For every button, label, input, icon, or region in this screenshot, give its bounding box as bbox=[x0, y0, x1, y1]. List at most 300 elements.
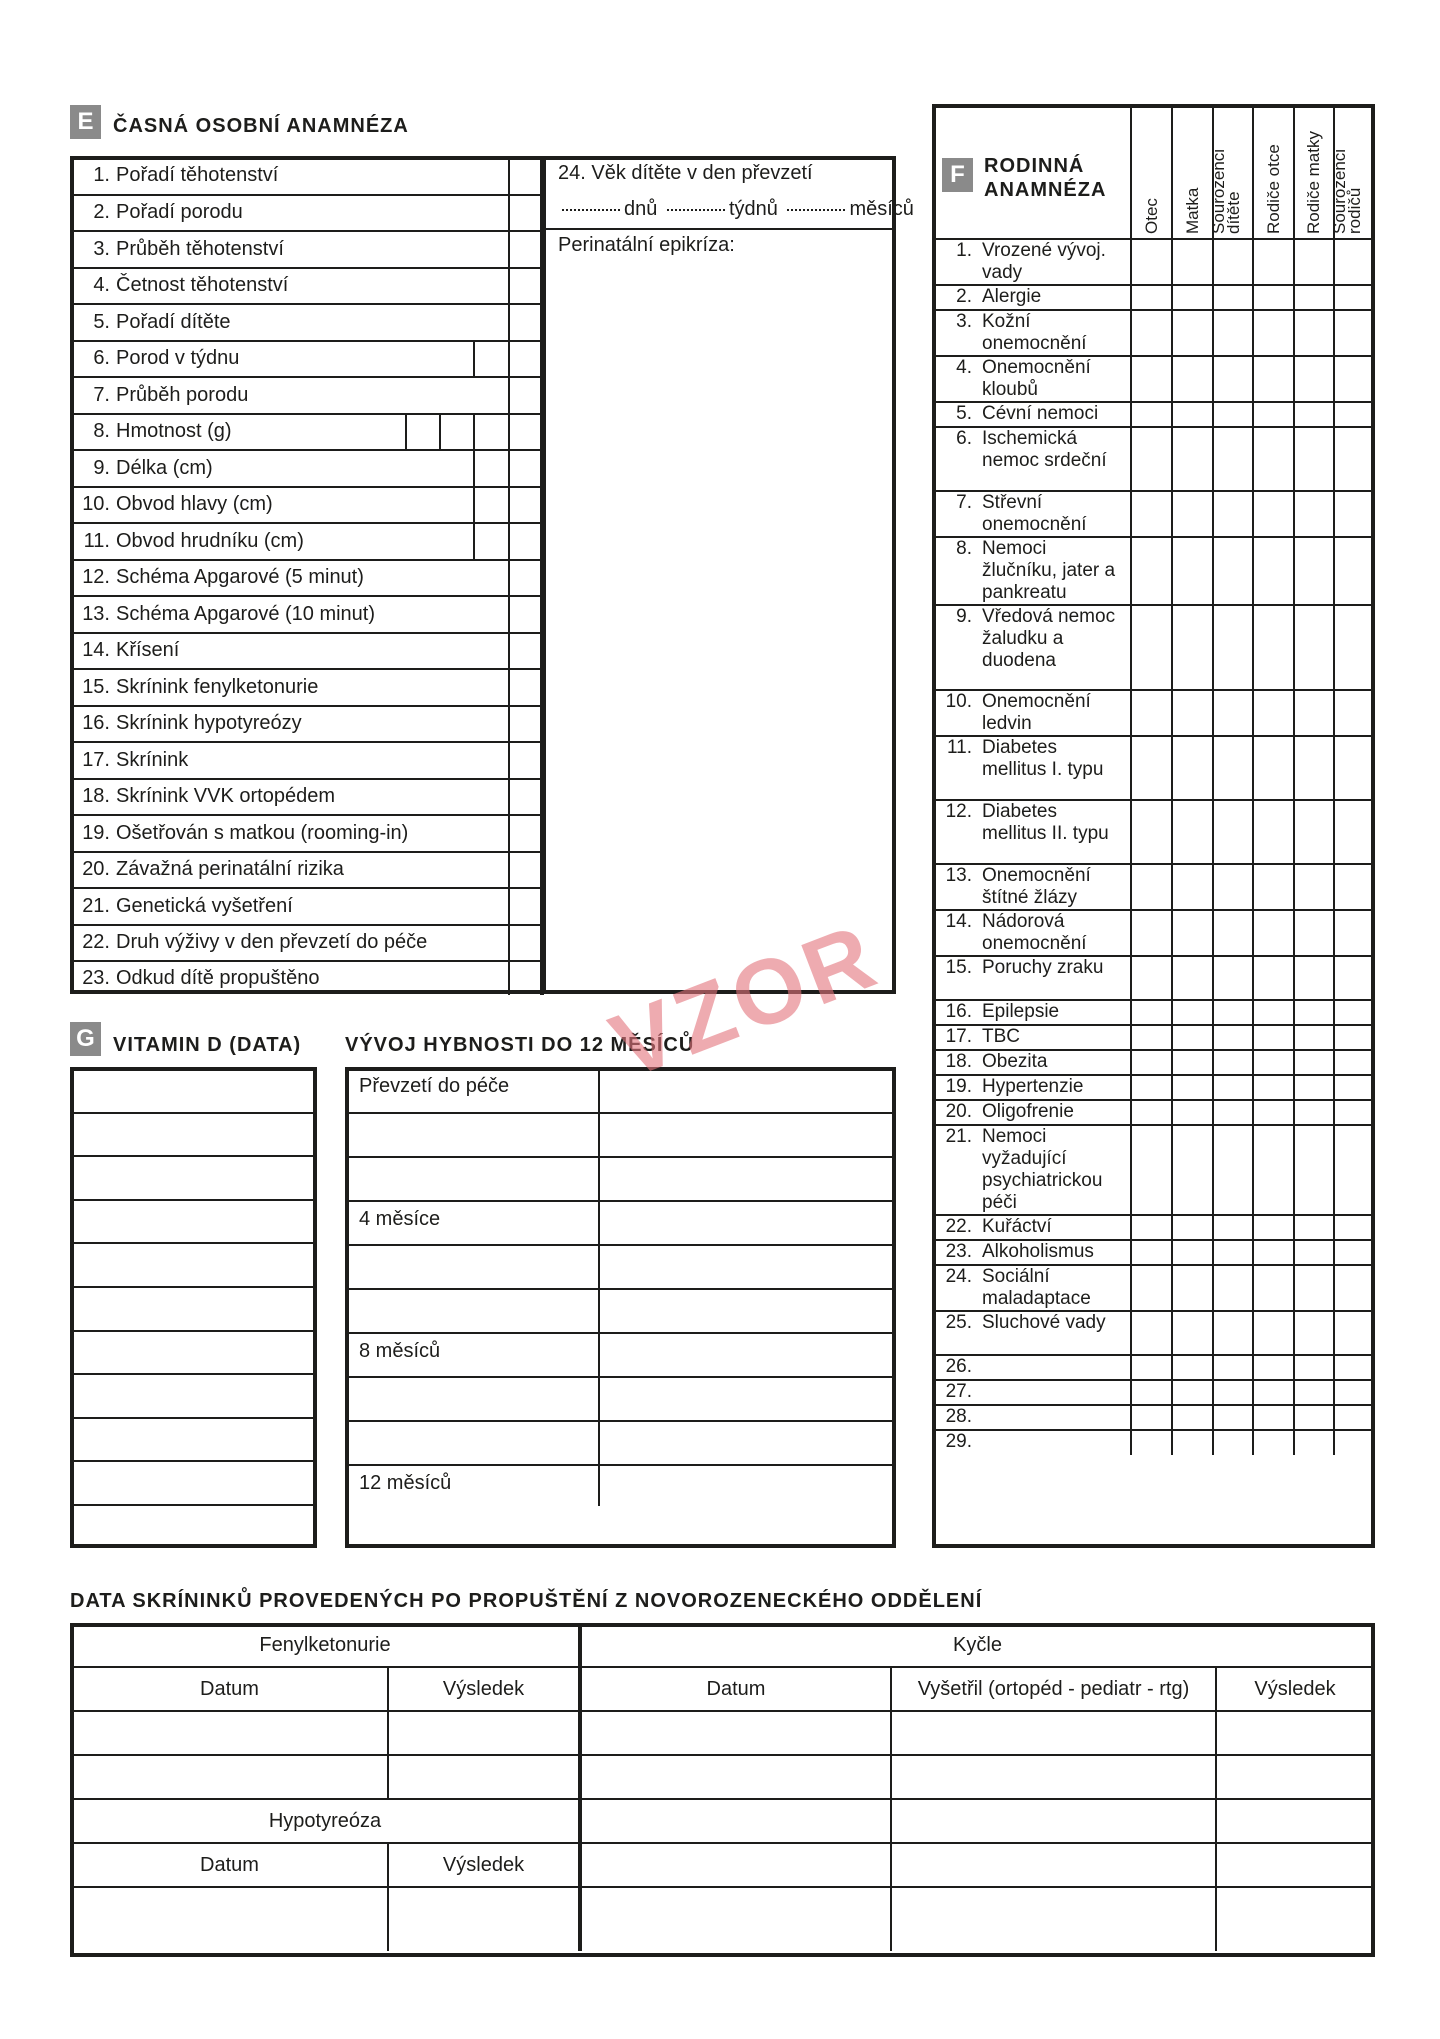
family-history-row bbox=[934, 285, 1373, 310]
milestone-entry-cell[interactable] bbox=[599, 1201, 894, 1245]
family-history-checkbox-cell[interactable] bbox=[1172, 1215, 1213, 1240]
family-history-checkbox-cell[interactable] bbox=[1334, 1075, 1373, 1100]
pku-result-cell[interactable] bbox=[388, 1711, 580, 1755]
family-history-checkbox-cell[interactable] bbox=[1213, 1405, 1253, 1430]
family-history-checkbox-cell[interactable] bbox=[1213, 1355, 1253, 1380]
early-history-row bbox=[72, 341, 542, 378]
entry-cell[interactable] bbox=[509, 158, 542, 195]
family-history-checkbox-cell[interactable] bbox=[1213, 690, 1253, 736]
family-history-checkbox-cell[interactable] bbox=[1172, 1265, 1213, 1311]
family-history-checkbox-cell[interactable] bbox=[1253, 1125, 1294, 1215]
family-history-checkbox-cell[interactable] bbox=[1131, 1380, 1172, 1405]
family-history-checkbox-cell[interactable] bbox=[1294, 956, 1334, 1000]
family-history-checkbox-cell[interactable] bbox=[1334, 1215, 1373, 1240]
family-history-checkbox-cell[interactable] bbox=[1131, 1405, 1172, 1430]
family-history-checkbox-cell[interactable] bbox=[1131, 427, 1172, 491]
family-history-checkbox-cell[interactable] bbox=[1131, 736, 1172, 800]
family-history-checkbox-cell[interactable] bbox=[1334, 1240, 1373, 1265]
family-history-checkbox-cell[interactable] bbox=[1253, 1075, 1294, 1100]
family-history-checkbox-cell[interactable] bbox=[1213, 1025, 1253, 1050]
family-history-checkbox-cell[interactable] bbox=[1172, 356, 1213, 402]
family-history-checkbox-cell[interactable] bbox=[1131, 605, 1172, 690]
hip-examined-cell[interactable] bbox=[891, 1887, 1216, 1951]
row-number: 1. bbox=[93, 164, 110, 187]
entry-cell[interactable] bbox=[509, 706, 542, 743]
family-history-checkbox-cell[interactable] bbox=[1334, 239, 1373, 285]
row-label: Skrínink bbox=[116, 748, 189, 771]
family-history-checkbox-cell[interactable] bbox=[1213, 1100, 1253, 1125]
row-number: 24. bbox=[945, 1266, 972, 1287]
family-history-checkbox-cell[interactable] bbox=[1172, 800, 1213, 864]
family-history-checkbox-cell[interactable] bbox=[1253, 537, 1294, 605]
hip-examined-cell[interactable] bbox=[891, 1799, 1216, 1843]
family-history-checkbox-cell[interactable] bbox=[1334, 427, 1373, 491]
early-history-row bbox=[72, 815, 542, 852]
family-history-checkbox-cell[interactable] bbox=[1172, 864, 1213, 910]
family-history-checkbox-cell[interactable] bbox=[1213, 605, 1253, 690]
family-history-checkbox-cell[interactable] bbox=[1334, 1025, 1373, 1050]
entry-cell[interactable] bbox=[509, 669, 542, 706]
row-number: 26. bbox=[945, 1356, 972, 1377]
family-history-checkbox-cell[interactable] bbox=[1253, 427, 1294, 491]
family-history-checkbox-cell[interactable] bbox=[1172, 736, 1213, 800]
family-history-checkbox-cell[interactable] bbox=[1131, 1000, 1172, 1025]
family-history-checkbox-cell[interactable] bbox=[1172, 402, 1213, 427]
family-history-checkbox-cell[interactable] bbox=[1131, 864, 1172, 910]
family-history-checkbox-cell[interactable] bbox=[1253, 402, 1294, 427]
milestone-label: 12 měsíců bbox=[359, 1472, 452, 1494]
section-e-badge: E bbox=[70, 105, 101, 139]
family-history-checkbox-cell[interactable] bbox=[1294, 1311, 1334, 1355]
row-label: TBC bbox=[982, 1026, 1020, 1047]
hip-result-cell[interactable] bbox=[1216, 1843, 1373, 1887]
family-history-checkbox-cell[interactable] bbox=[1294, 356, 1334, 402]
family-history-checkbox-cell[interactable] bbox=[1213, 427, 1253, 491]
hypo-date-cell[interactable] bbox=[72, 1887, 388, 1951]
family-history-checkbox-cell[interactable] bbox=[1294, 1265, 1334, 1311]
family-history-checkbox-cell[interactable] bbox=[1213, 1075, 1253, 1100]
vitamin-d-date-cell[interactable] bbox=[72, 1156, 315, 1200]
milestone-entry-cell[interactable] bbox=[599, 1245, 894, 1289]
family-history-checkbox-cell[interactable] bbox=[1172, 285, 1213, 310]
family-history-checkbox-cell[interactable] bbox=[1253, 1355, 1294, 1380]
row-number: 16. bbox=[945, 1001, 972, 1022]
family-history-checkbox-cell[interactable] bbox=[1213, 736, 1253, 800]
family-history-checkbox-cell[interactable] bbox=[1253, 1000, 1294, 1025]
family-history-checkbox-cell[interactable] bbox=[1334, 1265, 1373, 1311]
pku-date-cell[interactable] bbox=[72, 1711, 388, 1755]
family-history-checkbox-cell[interactable] bbox=[1131, 910, 1172, 956]
family-history-checkbox-cell[interactable] bbox=[1213, 864, 1253, 910]
vitamin-d-date-cell[interactable] bbox=[72, 1505, 315, 1546]
family-history-checkbox-cell[interactable] bbox=[1131, 1240, 1172, 1265]
family-history-checkbox-cell[interactable] bbox=[1213, 310, 1253, 356]
family-history-checkbox-cell[interactable] bbox=[1294, 1405, 1334, 1430]
motor-development-row bbox=[347, 1113, 894, 1157]
family-history-checkbox-cell[interactable] bbox=[1172, 1355, 1213, 1380]
family-history-checkbox-cell[interactable] bbox=[1213, 239, 1253, 285]
months-blank[interactable] bbox=[787, 209, 845, 211]
row-label: Střevní onemocnění bbox=[982, 492, 1087, 535]
motor-development-row bbox=[347, 1377, 894, 1421]
family-history-row bbox=[934, 910, 1373, 956]
family-history-checkbox-cell[interactable] bbox=[1334, 310, 1373, 356]
vitamin-d-date-cell[interactable] bbox=[72, 1418, 315, 1462]
family-history-checkbox-cell[interactable] bbox=[1294, 1050, 1334, 1075]
family-history-checkbox-cell[interactable] bbox=[1253, 1240, 1294, 1265]
family-history-checkbox-cell[interactable] bbox=[1172, 1025, 1213, 1050]
family-history-checkbox-cell[interactable] bbox=[1334, 800, 1373, 864]
family-history-checkbox-cell[interactable] bbox=[1334, 402, 1373, 427]
family-history-checkbox-cell[interactable] bbox=[1294, 605, 1334, 690]
row-label: Alkoholismus bbox=[982, 1241, 1094, 1262]
col-head-parents-siblings: Sourozenci rodičů bbox=[1334, 106, 1373, 239]
entry-cell[interactable] bbox=[509, 487, 542, 524]
entry-box[interactable] bbox=[439, 415, 474, 450]
family-history-checkbox-cell[interactable] bbox=[1294, 1215, 1334, 1240]
family-history-checkbox-cell[interactable] bbox=[1172, 1430, 1213, 1455]
vitamin-d-date-cell[interactable] bbox=[72, 1113, 315, 1157]
family-history-checkbox-cell[interactable] bbox=[1131, 1075, 1172, 1100]
entry-cell[interactable] bbox=[509, 560, 542, 597]
family-history-checkbox-cell[interactable] bbox=[1131, 491, 1172, 537]
weeks-blank[interactable] bbox=[667, 209, 725, 211]
family-history-checkbox-cell[interactable] bbox=[1253, 1430, 1294, 1455]
family-history-checkbox-cell[interactable] bbox=[1253, 1100, 1294, 1125]
milestone-label: Převzetí do péče bbox=[359, 1075, 510, 1097]
milestone-label-cell bbox=[347, 1157, 599, 1201]
family-history-checkbox-cell[interactable] bbox=[1253, 864, 1294, 910]
family-history-checkbox-cell[interactable] bbox=[1294, 1125, 1334, 1215]
hip-date-cell[interactable] bbox=[580, 1711, 891, 1755]
motor-development-row bbox=[347, 1069, 894, 1113]
vitamin-d-date-cell[interactable] bbox=[72, 1200, 315, 1244]
family-history-checkbox-cell[interactable] bbox=[1213, 1050, 1253, 1075]
row-number: 16. bbox=[82, 712, 110, 735]
family-history-checkbox-cell[interactable] bbox=[1294, 239, 1334, 285]
family-history-checkbox-cell[interactable] bbox=[1294, 1075, 1334, 1100]
family-history-checkbox-cell[interactable] bbox=[1213, 402, 1253, 427]
entry-box[interactable] bbox=[405, 415, 440, 450]
row-label: Četnost těhotenství bbox=[116, 274, 289, 297]
entry-cell[interactable] bbox=[509, 231, 542, 268]
vitamin-d-date-cell[interactable] bbox=[72, 1331, 315, 1375]
family-history-checkbox-cell[interactable] bbox=[1334, 956, 1373, 1000]
early-history-row bbox=[72, 633, 542, 670]
family-history-checkbox-cell[interactable] bbox=[1213, 956, 1253, 1000]
hip-date-cell[interactable] bbox=[580, 1755, 891, 1799]
family-history-checkbox-cell[interactable] bbox=[1172, 537, 1213, 605]
milestone-entry-cell[interactable] bbox=[599, 1289, 894, 1333]
family-history-checkbox-cell[interactable] bbox=[1334, 1380, 1373, 1405]
family-history-checkbox-cell[interactable] bbox=[1131, 1355, 1172, 1380]
family-history-checkbox-cell[interactable] bbox=[1334, 605, 1373, 690]
family-history-checkbox-cell[interactable] bbox=[1213, 800, 1253, 864]
family-history-checkbox-cell[interactable] bbox=[1334, 356, 1373, 402]
family-history-checkbox-cell[interactable] bbox=[1172, 605, 1213, 690]
entry-box[interactable] bbox=[473, 524, 508, 559]
family-history-checkbox-cell[interactable] bbox=[1253, 1215, 1294, 1240]
milestone-entry-cell[interactable] bbox=[599, 1421, 894, 1465]
family-history-checkbox-cell[interactable] bbox=[1294, 427, 1334, 491]
family-history-checkbox-cell[interactable] bbox=[1294, 402, 1334, 427]
hip-examined-cell[interactable] bbox=[891, 1755, 1216, 1799]
family-history-checkbox-cell[interactable] bbox=[1213, 285, 1253, 310]
family-history-checkbox-cell[interactable] bbox=[1253, 239, 1294, 285]
pku-result-cell[interactable] bbox=[388, 1755, 580, 1799]
hip-date-header: Datum bbox=[580, 1667, 891, 1711]
entry-cell[interactable] bbox=[509, 852, 542, 889]
vitamin-d-date-cell[interactable] bbox=[72, 1069, 315, 1113]
entry-box[interactable] bbox=[473, 415, 508, 450]
entry-cell[interactable] bbox=[509, 377, 542, 414]
family-history-checkbox-cell[interactable] bbox=[1253, 800, 1294, 864]
entry-cell[interactable] bbox=[509, 450, 542, 487]
family-history-checkbox-cell[interactable] bbox=[1172, 1000, 1213, 1025]
family-history-checkbox-cell[interactable] bbox=[1213, 1311, 1253, 1355]
entry-cell[interactable] bbox=[509, 742, 542, 779]
row-label: Druh výživy v den převzetí do péče bbox=[116, 931, 428, 954]
family-history-checkbox-cell[interactable] bbox=[1294, 1355, 1334, 1380]
family-history-checkbox-cell[interactable] bbox=[1294, 285, 1334, 310]
family-history-checkbox-cell[interactable] bbox=[1172, 427, 1213, 491]
entry-cell[interactable] bbox=[509, 888, 542, 925]
family-history-checkbox-cell[interactable] bbox=[1253, 1265, 1294, 1311]
vitamin-d-row bbox=[72, 1505, 315, 1546]
family-history-checkbox-cell[interactable] bbox=[1172, 690, 1213, 736]
entry-cell[interactable] bbox=[509, 596, 542, 633]
row-label: Průběh těhotenství bbox=[116, 237, 284, 260]
family-history-checkbox-cell[interactable] bbox=[1131, 690, 1172, 736]
epicrisis-label: Perinatální epikríza: bbox=[558, 234, 735, 256]
family-history-checkbox-cell[interactable] bbox=[1294, 1100, 1334, 1125]
family-history-checkbox-cell[interactable] bbox=[1334, 1000, 1373, 1025]
entry-cell[interactable] bbox=[509, 961, 542, 995]
col-head-siblings: Sourozenci dítěte bbox=[1213, 106, 1253, 239]
family-history-checkbox-cell[interactable] bbox=[1172, 491, 1213, 537]
family-history-checkbox-cell[interactable] bbox=[1253, 736, 1294, 800]
family-history-checkbox-cell[interactable] bbox=[1334, 1405, 1373, 1430]
family-history-checkbox-cell[interactable] bbox=[1213, 1215, 1253, 1240]
family-history-checkbox-cell[interactable] bbox=[1253, 690, 1294, 736]
family-history-checkbox-cell[interactable] bbox=[1172, 1100, 1213, 1125]
family-history-checkbox-cell[interactable] bbox=[1131, 1050, 1172, 1075]
family-history-checkbox-cell[interactable] bbox=[1172, 956, 1213, 1000]
entry-cell[interactable] bbox=[509, 268, 542, 305]
hip-result-cell[interactable] bbox=[1216, 1755, 1373, 1799]
entry-cell[interactable] bbox=[509, 304, 542, 341]
row-number: 14. bbox=[82, 639, 110, 662]
family-history-checkbox-cell[interactable] bbox=[1294, 910, 1334, 956]
entry-cell[interactable] bbox=[509, 633, 542, 670]
family-history-checkbox-cell[interactable] bbox=[1334, 1355, 1373, 1380]
perinatal-epicrisis-box[interactable] bbox=[542, 230, 892, 992]
family-history-checkbox-cell[interactable] bbox=[1334, 910, 1373, 956]
hypo-result-cell[interactable] bbox=[388, 1887, 580, 1951]
early-history-row bbox=[72, 779, 542, 816]
family-history-checkbox-cell[interactable] bbox=[1131, 239, 1172, 285]
family-history-checkbox-cell[interactable] bbox=[1131, 1430, 1172, 1455]
row-number: 3. bbox=[93, 237, 110, 260]
family-history-checkbox-cell[interactable] bbox=[1213, 356, 1253, 402]
family-history-checkbox-cell[interactable] bbox=[1213, 1000, 1253, 1025]
family-history-checkbox-cell[interactable] bbox=[1253, 605, 1294, 690]
family-history-checkbox-cell[interactable] bbox=[1172, 1405, 1213, 1430]
family-history-checkbox-cell[interactable] bbox=[1294, 1430, 1334, 1455]
family-history-checkbox-cell[interactable] bbox=[1172, 1075, 1213, 1100]
hip-result-cell[interactable] bbox=[1216, 1711, 1373, 1755]
family-history-checkbox-cell[interactable] bbox=[1334, 1100, 1373, 1125]
family-history-checkbox-cell[interactable] bbox=[1213, 1125, 1253, 1215]
row-number: 22. bbox=[945, 1216, 972, 1237]
early-history-row bbox=[72, 195, 542, 232]
hip-examined-cell[interactable] bbox=[891, 1843, 1216, 1887]
family-history-checkbox-cell[interactable] bbox=[1334, 491, 1373, 537]
hip-date-cell[interactable] bbox=[580, 1887, 891, 1951]
family-history-checkbox-cell[interactable] bbox=[1131, 956, 1172, 1000]
row-label: Nádorová onemocnění bbox=[982, 911, 1087, 954]
family-history-checkbox-cell[interactable] bbox=[1334, 864, 1373, 910]
family-history-checkbox-cell[interactable] bbox=[1213, 910, 1253, 956]
entry-cell[interactable] bbox=[509, 523, 542, 560]
row-number: 19. bbox=[82, 821, 110, 844]
early-history-row bbox=[72, 669, 542, 706]
family-history-checkbox-cell[interactable] bbox=[1253, 1311, 1294, 1355]
family-history-checkbox-cell[interactable] bbox=[1213, 491, 1253, 537]
hip-date-cell[interactable] bbox=[580, 1799, 891, 1843]
family-history-checkbox-cell[interactable] bbox=[1253, 1050, 1294, 1075]
family-history-row bbox=[934, 1311, 1373, 1355]
family-history-checkbox-cell[interactable] bbox=[1334, 537, 1373, 605]
family-history-checkbox-cell[interactable] bbox=[1253, 1405, 1294, 1430]
row-label: Onemocnění ledvin bbox=[982, 691, 1091, 734]
vitamin-d-date-cell[interactable] bbox=[72, 1243, 315, 1287]
vitamin-d-date-cell[interactable] bbox=[72, 1374, 315, 1418]
family-history-checkbox-cell[interactable] bbox=[1253, 491, 1294, 537]
family-history-checkbox-cell[interactable] bbox=[1294, 864, 1334, 910]
family-history-row bbox=[934, 956, 1373, 1000]
family-history-checkbox-cell[interactable] bbox=[1131, 537, 1172, 605]
pku-date-cell[interactable] bbox=[72, 1755, 388, 1799]
hip-examined-cell[interactable] bbox=[891, 1711, 1216, 1755]
family-history-checkbox-cell[interactable] bbox=[1131, 356, 1172, 402]
row-label: Porod v týdnu bbox=[116, 347, 240, 370]
family-history-checkbox-cell[interactable] bbox=[1213, 1380, 1253, 1405]
family-history-checkbox-cell[interactable] bbox=[1131, 1125, 1172, 1215]
entry-cell[interactable] bbox=[509, 925, 542, 962]
family-history-checkbox-cell[interactable] bbox=[1253, 285, 1294, 310]
family-history-checkbox-cell[interactable] bbox=[1172, 310, 1213, 356]
family-history-checkbox-cell[interactable] bbox=[1253, 310, 1294, 356]
family-history-checkbox-cell[interactable] bbox=[1172, 1311, 1213, 1355]
milestone-entry-cell[interactable] bbox=[599, 1113, 894, 1157]
family-history-checkbox-cell[interactable] bbox=[1294, 1000, 1334, 1025]
family-history-checkbox-cell[interactable] bbox=[1334, 285, 1373, 310]
family-history-checkbox-cell[interactable] bbox=[1294, 1240, 1334, 1265]
vitamin-d-date-cell[interactable] bbox=[72, 1287, 315, 1331]
family-history-checkbox-cell[interactable] bbox=[1334, 1050, 1373, 1075]
family-history-checkbox-cell[interactable] bbox=[1131, 800, 1172, 864]
hip-result-cell[interactable] bbox=[1216, 1887, 1373, 1951]
family-history-checkbox-cell[interactable] bbox=[1294, 800, 1334, 864]
family-history-checkbox-cell[interactable] bbox=[1253, 1380, 1294, 1405]
family-history-checkbox-cell[interactable] bbox=[1294, 1380, 1334, 1405]
family-history-checkbox-cell[interactable] bbox=[1294, 690, 1334, 736]
family-history-checkbox-cell[interactable] bbox=[1294, 736, 1334, 800]
family-history-checkbox-cell[interactable] bbox=[1213, 1265, 1253, 1311]
family-history-checkbox-cell[interactable] bbox=[1334, 1430, 1373, 1455]
milestone-entry-cell[interactable] bbox=[599, 1157, 894, 1201]
family-history-checkbox-cell[interactable] bbox=[1213, 1240, 1253, 1265]
vitamin-d-date-cell[interactable] bbox=[72, 1461, 315, 1505]
family-history-checkbox-cell[interactable] bbox=[1172, 1240, 1213, 1265]
row-number: 9. bbox=[956, 606, 972, 627]
milestone-label: 4 měsíce bbox=[359, 1208, 441, 1230]
days-blank[interactable] bbox=[562, 209, 620, 211]
family-history-row bbox=[934, 1050, 1373, 1075]
family-history-checkbox-cell[interactable] bbox=[1253, 910, 1294, 956]
family-history-checkbox-cell[interactable] bbox=[1131, 1311, 1172, 1355]
family-history-checkbox-cell[interactable] bbox=[1172, 1050, 1213, 1075]
family-history-checkbox-cell[interactable] bbox=[1253, 956, 1294, 1000]
family-history-checkbox-cell[interactable] bbox=[1131, 402, 1172, 427]
row-number: 10. bbox=[945, 691, 972, 712]
family-history-checkbox-cell[interactable] bbox=[1172, 1125, 1213, 1215]
milestone-entry-cell[interactable] bbox=[599, 1377, 894, 1421]
family-history-checkbox-cell[interactable] bbox=[1334, 1311, 1373, 1355]
family-history-checkbox-cell[interactable] bbox=[1334, 690, 1373, 736]
family-history-checkbox-cell[interactable] bbox=[1172, 1380, 1213, 1405]
entry-cell[interactable] bbox=[509, 414, 542, 451]
entry-box[interactable] bbox=[473, 342, 508, 377]
family-history-checkbox-cell[interactable] bbox=[1131, 310, 1172, 356]
family-history-checkbox-cell[interactable] bbox=[1172, 239, 1213, 285]
hip-date-cell[interactable] bbox=[580, 1843, 891, 1887]
family-history-checkbox-cell[interactable] bbox=[1172, 910, 1213, 956]
family-history-checkbox-cell[interactable] bbox=[1253, 356, 1294, 402]
family-history-checkbox-cell[interactable] bbox=[1131, 1100, 1172, 1125]
entry-cell[interactable] bbox=[509, 195, 542, 232]
entry-box[interactable] bbox=[473, 451, 508, 486]
family-history-checkbox-cell[interactable] bbox=[1294, 537, 1334, 605]
family-history-checkbox-cell[interactable] bbox=[1334, 736, 1373, 800]
row-number: 6. bbox=[93, 347, 110, 370]
hip-result-cell[interactable] bbox=[1216, 1799, 1373, 1843]
section-f-title-line2: ANAMNÉZA bbox=[984, 179, 1107, 201]
family-history-checkbox-cell[interactable] bbox=[1294, 310, 1334, 356]
milestone-entry-cell[interactable] bbox=[599, 1465, 894, 1506]
entry-cell[interactable] bbox=[509, 341, 542, 378]
row-label: Oligofrenie bbox=[982, 1101, 1074, 1122]
family-history-checkbox-cell[interactable] bbox=[1334, 1125, 1373, 1215]
family-history-checkbox-cell[interactable] bbox=[1213, 1430, 1253, 1455]
motor-development-row bbox=[347, 1333, 894, 1377]
family-history-checkbox-cell[interactable] bbox=[1213, 537, 1253, 605]
family-history-checkbox-cell[interactable] bbox=[1131, 1215, 1172, 1240]
family-history-checkbox-cell[interactable] bbox=[1131, 1265, 1172, 1311]
pku-result-header: Výsledek bbox=[388, 1667, 580, 1711]
entry-box[interactable] bbox=[473, 488, 508, 523]
early-history-row bbox=[72, 487, 542, 524]
family-history-checkbox-cell[interactable] bbox=[1294, 1025, 1334, 1050]
family-history-checkbox-cell[interactable] bbox=[1253, 1025, 1294, 1050]
entry-cell[interactable] bbox=[509, 815, 542, 852]
entry-cell[interactable] bbox=[509, 779, 542, 816]
family-history-checkbox-cell[interactable] bbox=[1294, 491, 1334, 537]
family-history-checkbox-cell[interactable] bbox=[1131, 1025, 1172, 1050]
family-history-checkbox-cell[interactable] bbox=[1131, 285, 1172, 310]
milestone-entry-cell[interactable] bbox=[599, 1333, 894, 1377]
